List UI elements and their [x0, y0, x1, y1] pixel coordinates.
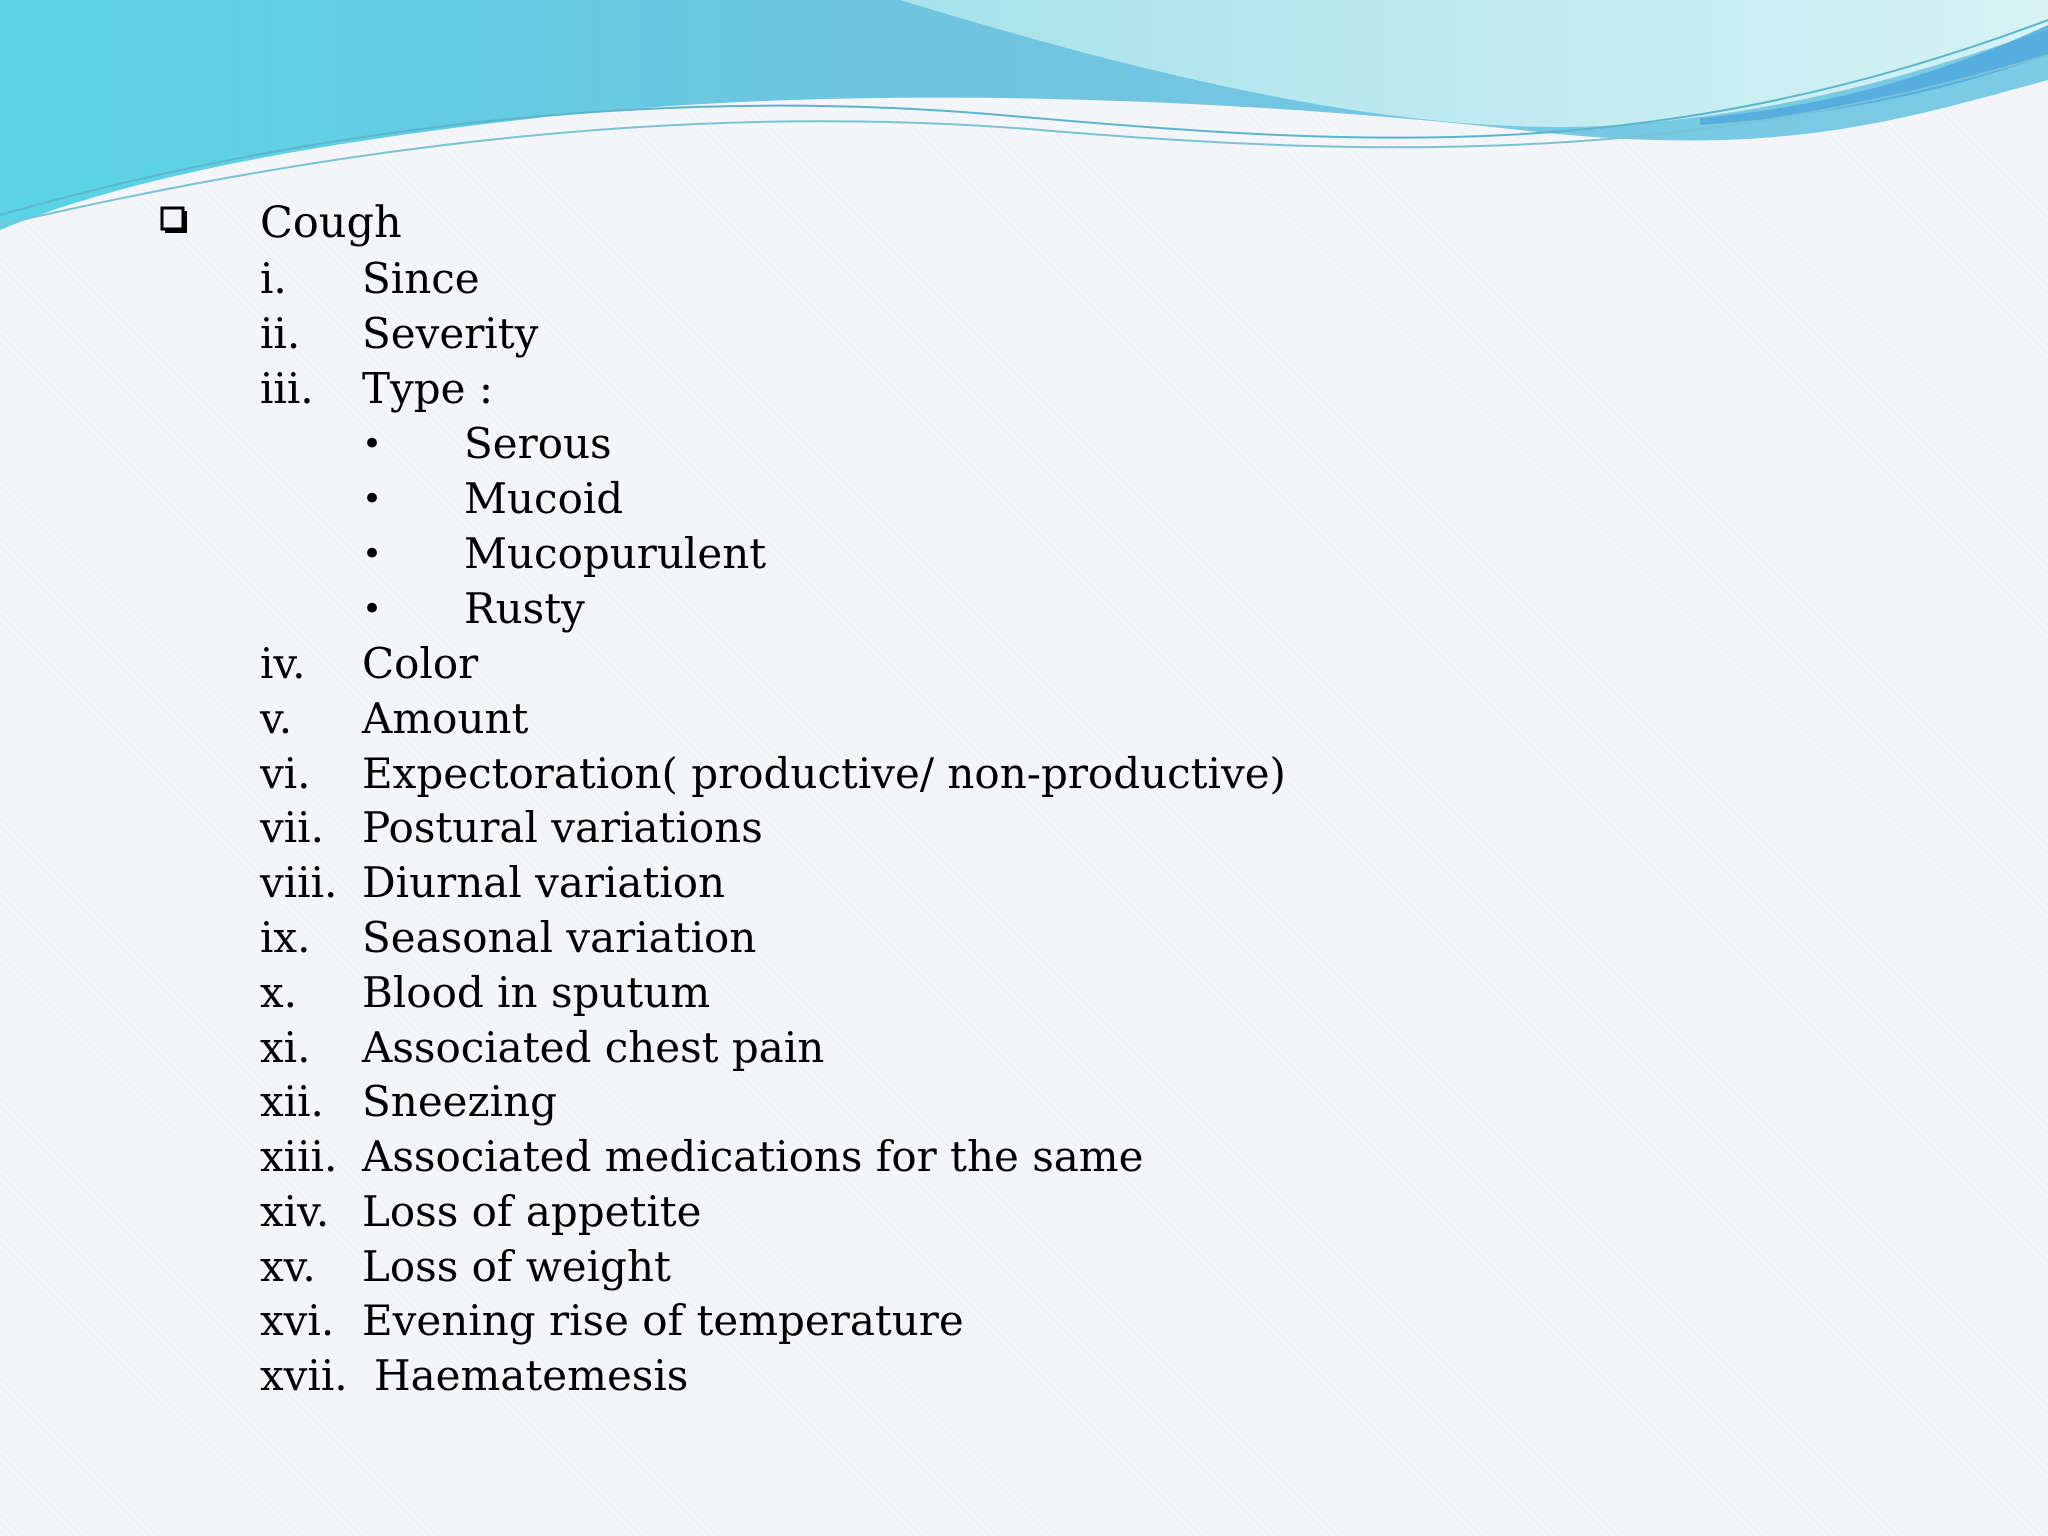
- list-numeral: xvi.: [260, 1296, 335, 1345]
- list-numeral: viii.: [260, 858, 338, 907]
- list-item-label: Loss of weight: [362, 1242, 671, 1291]
- sub-list-item-label: Rusty: [464, 584, 585, 633]
- list-item: [0, 1021, 2048, 1075]
- sub-list-item: [0, 472, 2048, 526]
- list-item-label: Loss of appetite: [362, 1187, 702, 1236]
- bullet-dot-icon: •: [362, 589, 383, 629]
- list-item-label: Blood in sputum: [362, 968, 711, 1017]
- list-item-label: Expectoration( productive/ non-productive): [362, 749, 1286, 798]
- list-item-label: Seasonal variation: [362, 913, 757, 962]
- list-numeral: v.: [260, 694, 293, 743]
- list-item: [0, 252, 2048, 306]
- list-item: [0, 1240, 2048, 1294]
- list-numeral: iv.: [260, 639, 306, 688]
- list-item-label: Amount: [362, 694, 529, 743]
- bullet-dot-icon: •: [362, 424, 383, 464]
- list-item: [0, 1075, 2048, 1129]
- list-item: [0, 1130, 2048, 1184]
- list-item: [0, 747, 2048, 801]
- list-numeral: xv.: [260, 1242, 316, 1291]
- list-numeral: xiii.: [260, 1132, 338, 1181]
- sub-list-item: [0, 417, 2048, 471]
- sub-list-item-label: Mucopurulent: [464, 529, 767, 578]
- list-item-label: Severity: [362, 309, 539, 358]
- list-item: [0, 1349, 2048, 1403]
- list-item-label: Evening rise of temperature: [362, 1296, 964, 1345]
- list-item: [0, 911, 2048, 965]
- bullet-dot-icon: •: [362, 479, 383, 519]
- list-numeral: xi.: [260, 1023, 311, 1072]
- list-numeral: xii.: [260, 1077, 324, 1126]
- list-numeral: xvii.: [260, 1351, 348, 1400]
- sub-list-item-label: Serous: [464, 419, 612, 468]
- list-numeral: xiv.: [260, 1187, 330, 1236]
- list-numeral: i.: [260, 254, 287, 303]
- list-numeral: ii.: [260, 309, 301, 358]
- list-item: [0, 692, 2048, 746]
- list-item-label: Postural variations: [362, 803, 763, 852]
- slide-heading: Cough: [260, 198, 402, 248]
- list-item-label: Associated medications for the same: [362, 1132, 1144, 1181]
- sub-list-item: [0, 582, 2048, 636]
- list-item: [0, 966, 2048, 1020]
- list-item: [0, 856, 2048, 910]
- list-numeral: iii.: [260, 364, 314, 413]
- list-numeral: vi.: [260, 749, 311, 798]
- sub-list-item: [0, 527, 2048, 581]
- list-numeral: x.: [260, 968, 298, 1017]
- list-item: [0, 362, 2048, 416]
- list-item: [0, 307, 2048, 361]
- list-item-label: Color: [362, 639, 479, 688]
- sub-list-item-label: Mucoid: [464, 474, 624, 523]
- list-item-label: Haematemesis: [374, 1351, 689, 1400]
- list-item: [0, 637, 2048, 691]
- list-item-label: Diurnal variation: [362, 858, 726, 907]
- hollow-square-bullet-icon: [160, 206, 190, 236]
- list-numeral: ix.: [260, 913, 311, 962]
- list-item: [0, 1294, 2048, 1348]
- bullet-dot-icon: •: [362, 534, 383, 574]
- list-item-label: Type :: [362, 364, 493, 413]
- list-item: [0, 1185, 2048, 1239]
- list-item: [0, 801, 2048, 855]
- list-item-label: Sneezing: [362, 1077, 558, 1126]
- list-item-label: Associated chest pain: [362, 1023, 825, 1072]
- list-item-label: Since: [362, 254, 480, 303]
- list-numeral: vii.: [260, 803, 324, 852]
